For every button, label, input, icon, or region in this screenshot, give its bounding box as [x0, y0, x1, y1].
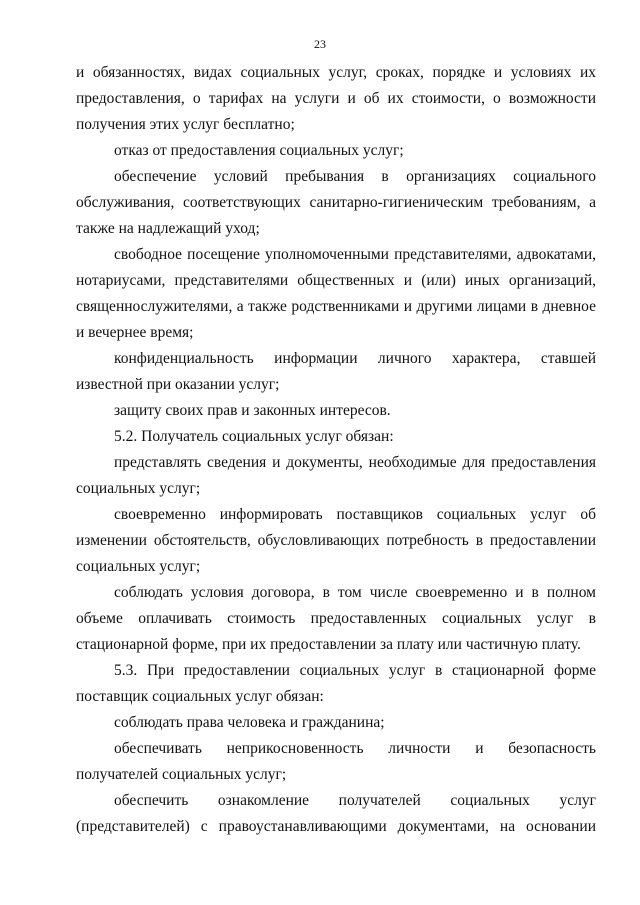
- section-5-2-heading: 5.2. Получатель социальных услуг обязан:: [114, 428, 394, 445]
- paragraph-familiarization: обеспечить ознакомление получателей социальных услуг (представителей) с правоустанавливающими документами, на основании: [76, 792, 596, 835]
- paragraph-visits: свободное посещение уполномоченными представителями, адвокатами, нотариусами, представителями общественных и (или) иных организаций, священнослужителями, а также родственниками и другими лицами в дневное и вечернее время;: [76, 246, 596, 341]
- paragraph-inform: своевременно информировать поставщиков социальных услуг об изменении обстоятельств, обусловливающих потребность в предоставлении социальных услуг;: [76, 506, 596, 575]
- paragraph-confidentiality: конфиденциальность информации личного характера, ставшей известной при оказании услуг;: [76, 350, 596, 393]
- paragraph-rights-info-continued: и обязанностях, видах социальных услуг, сроках, порядке и условиях их предоставления, о тарифах на услуги и об их стоимости, о возможности получения этих услуг бесплатно;: [76, 64, 596, 133]
- paragraph-refusal: отказ от предоставления социальных услуг;: [114, 142, 404, 159]
- paragraph-conditions: обеспечение условий пребывания в организациях социального обслуживания, соответствующих санитарно-гигиеническим требованиям, а также на надлежащий уход;: [76, 168, 596, 237]
- paragraph-documents: представлять сведения и документы, необходимые для предоставления социальных услуг;: [76, 454, 596, 497]
- paragraph-safety: обеспечивать неприкосновенность личности и безопасность получателей социальных услуг;: [76, 740, 596, 783]
- paragraph-protection: защиту своих прав и законных интересов.: [114, 402, 391, 419]
- paragraph-contract: соблюдать условия договора, в том числе своевременно и в полном объеме оплачивать стоимость предоставленных социальных услуг в стационарной форме, при их предоставлении за плату или частичную плату.: [76, 584, 596, 653]
- document-body: [76, 60, 596, 840]
- paragraph-human-rights: соблюдать права человека и гражданина;: [114, 714, 385, 731]
- section-5-3-heading: 5.3. При предоставлении социальных услуг в стационарной форме поставщик социальных услуг обязан:: [76, 662, 596, 705]
- page-number: 23: [314, 37, 326, 51]
